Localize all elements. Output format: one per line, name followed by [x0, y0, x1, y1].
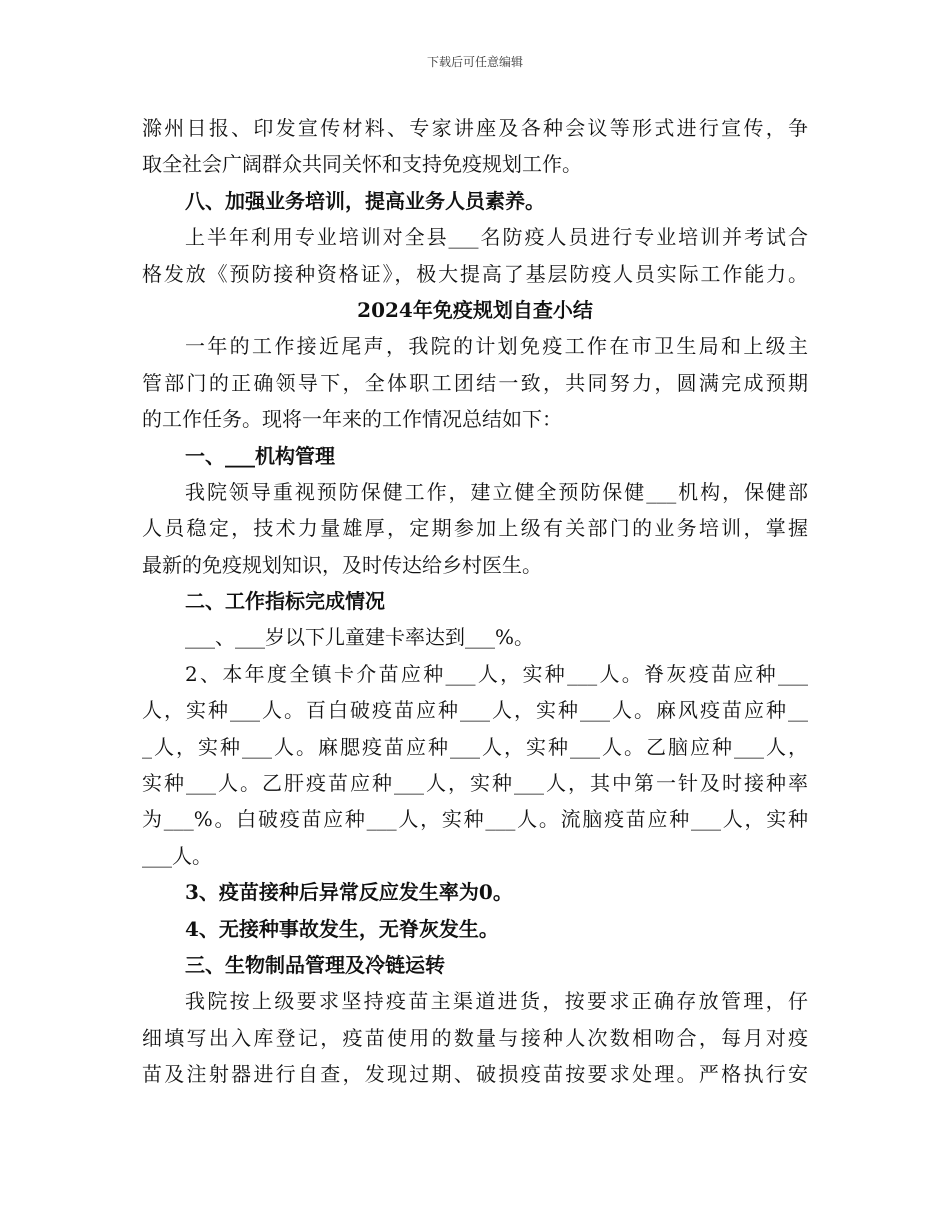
- paragraph-line: ___、___岁以下儿童建卡率达到___%。: [185, 625, 535, 650]
- paragraph-line: 上半年利用专业培训对全县___名防疫人员进行专业培训并考试合: [185, 225, 808, 250]
- paragraph-line: 管部门的正确领导下，全体职工团结一致，共同努力，圆满完成预期: [142, 370, 808, 395]
- list-item: 4、无接种事故发生，无脊灰发生。: [185, 916, 499, 941]
- section-heading: 二、工作指标完成情况: [185, 589, 385, 614]
- paragraph-line: 取全社会广阔群众共同关怀和支持免疫规划工作。: [142, 152, 582, 177]
- paragraph-line: _人，实种___人。麻腮疫苗应种___人，实种___人。乙脑应种___人，: [142, 734, 808, 759]
- paragraph-line: ___人。: [142, 843, 212, 868]
- paragraph-line: 人，实种___人。百白破疫苗应种___人，实种___人。麻风疫苗应种__: [142, 698, 808, 723]
- paragraph-line: 一年的工作接近尾声，我院的计划免疫工作在市卫生局和上级主: [185, 334, 808, 359]
- paragraph-line: 我院按上级要求坚持疫苗主渠道进货，按要求正确存放管理，仔: [185, 989, 808, 1014]
- paragraph-line: 为___%。白破疫苗应种___人，实种___人。流脑疫苗应种___人，实种: [142, 807, 808, 832]
- document-title: 2024年免疫规划自查小结: [357, 297, 593, 322]
- paragraph-line: 人员稳定，技术力量雄厚，定期参加上级有关部门的业务培训，掌握: [142, 516, 808, 541]
- paragraph-line: 我院领导重视预防保健工作，建立健全预防保健___机构，保健部: [185, 479, 808, 504]
- paragraph-line: 的工作任务。现将一年来的工作情况总结如下：: [142, 407, 562, 432]
- section-heading: 三、生物制品管理及冷链运转: [185, 952, 445, 977]
- page-header: 下载后可任意编辑: [426, 55, 523, 69]
- paragraph-line: 格发放《预防接种资格证》，极大提高了基层防疫人员实际工作能力。: [142, 261, 808, 286]
- document-body: [142, 110, 808, 1093]
- paragraph-line: 实种___人。乙肝疫苗应种___人，实种___人，其中第一针及时接种率: [142, 771, 808, 796]
- paragraph-line: 细填写出入库登记，疫苗使用的数量与接种人次数相吻合，每月对疫: [142, 1025, 808, 1050]
- list-item: 3、疫苗接种后异常反应发生率为0。: [185, 880, 513, 905]
- paragraph-line: 苗及注射器进行自查，发现过期、破损疫苗按要求处理。严格执行安: [142, 1062, 808, 1087]
- paragraph-line: 滁州日报、印发宣传材料、专家讲座及各种会议等形式进行宣传，争: [142, 116, 808, 140]
- section-heading: 八、加强业务培训，提高业务人员素养。: [185, 188, 545, 213]
- paragraph-line: 最新的免疫规划知识，及时传达给乡村医生。: [142, 552, 542, 577]
- section-heading: 一、___机构管理: [185, 443, 335, 468]
- paragraph-line: 2、本年度全镇卡介苗应种___人，实种___人。脊灰疫苗应种___: [185, 661, 808, 686]
